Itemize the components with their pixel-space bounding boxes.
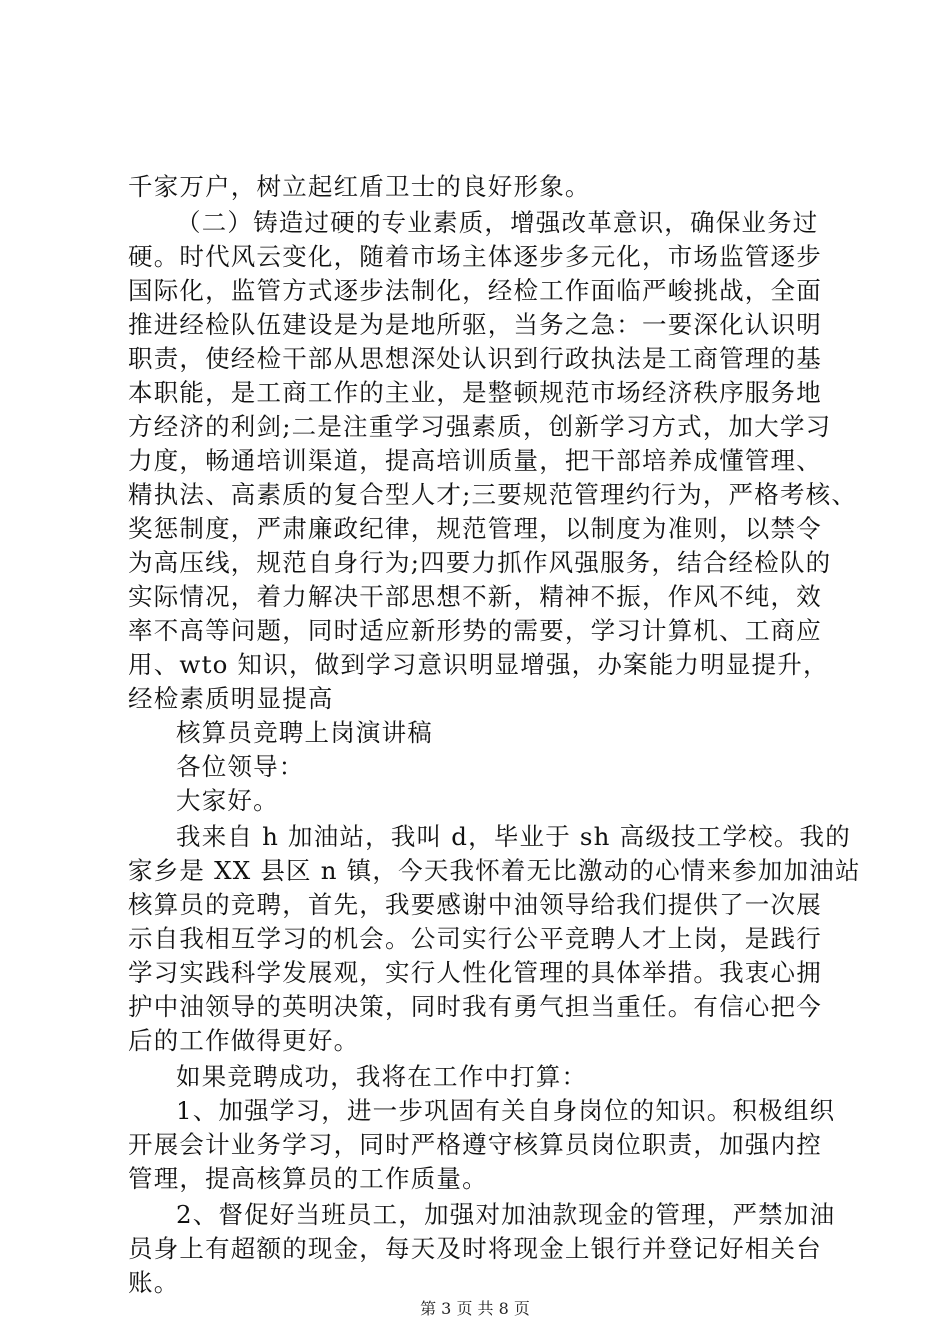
- text-line: 方经济的利剑;二是注重学习强素质，创新学习方式，加大学习: [128, 412, 832, 441]
- text-line: 推进经检队伍建设是为是地所驱，当务之急：一要深化认识明: [128, 310, 822, 339]
- text-line: 核算员的竞聘，首先，我要感谢中油领导给我们提供了一次展: [128, 890, 822, 919]
- page-number: 第 3 页 共 8 页: [420, 1299, 530, 1318]
- text-line: 护中油领导的英明决策，同时我有勇气担当重任。有信心把今: [128, 992, 822, 1021]
- text-line: 力度，畅通培训渠道，提高培训质量，把干部培养成懂管理、: [128, 446, 822, 475]
- text-line: 学习实践科学发展观，实行人性化管理的具体举措。我衷心拥: [128, 958, 822, 987]
- text-line: 千家万户，树立起红盾卫士的良好形象。: [128, 172, 591, 201]
- greeting: 大家好。: [176, 786, 279, 815]
- text-line: 如果竞聘成功，我将在工作中打算：: [176, 1062, 588, 1091]
- list-item: 1、加强学习，进一步巩固有关自身岗位的知识。积极组织: [176, 1096, 836, 1125]
- text-line: 本职能，是工商工作的主业，是整顿规范市场经济秩序服务地: [128, 378, 822, 407]
- text-line: 奖惩制度，严肃廉政纪律，规范管理，以制度为准则，以禁令: [128, 514, 822, 543]
- text-line: 经检素质明显提高: [128, 684, 334, 713]
- speech-title: 核算员竞聘上岗演讲稿: [176, 718, 433, 747]
- text-line: 精执法、高素质的复合型人才;三要规范管理约行为，严格考核、: [128, 480, 858, 509]
- text-line: 员身上有超额的现金，每天及时将现金上银行并登记好相关台: [128, 1234, 822, 1263]
- text-line: 示自我相互学习的机会。公司实行公平竞聘人才上岗，是践行: [128, 924, 822, 953]
- text-line: 家乡是 XX 县区 n 镇，今天我怀着无比激动的心情来参加加油站: [128, 856, 861, 885]
- text-line: 我来自 h 加油站，我叫 d，毕业于 sh 高级技工学校。我的: [176, 822, 851, 851]
- text-line: 国际化，监管方式逐步法制化，经检工作面临严峻挑战，全面: [128, 276, 822, 305]
- text-line: 为高压线，规范自身行为;四要力抓作风强服务，结合经检队的: [128, 548, 832, 577]
- text-line: 账。: [128, 1268, 180, 1297]
- text-line: 用、wto 知识，做到学习意识明显增强，办案能力明显提升，: [128, 650, 829, 679]
- text-line: 实际情况，着力解决干部思想不新，精神不振，作风不纯，效: [128, 582, 822, 611]
- salutation: 各位领导：: [176, 752, 305, 781]
- text-line: （二）铸造过硬的专业素质，增强改革意识，确保业务过: [176, 208, 819, 237]
- list-item: 2、督促好当班员工，加强对加油款现金的管理，严禁加油: [176, 1200, 836, 1229]
- text-line: 管理，提高核算员的工作质量。: [128, 1164, 488, 1193]
- text-line: 职责，使经检干部从思想深处认识到行政执法是工商管理的基: [128, 344, 822, 373]
- text-line: 后的工作做得更好。: [128, 1026, 360, 1055]
- text-line: 硬。时代风云变化，随着市场主体逐步多元化，市场监管逐步: [128, 242, 822, 271]
- text-line: 开展会计业务学习，同时严格遵守核算员岗位职责，加强内控: [128, 1130, 822, 1159]
- text-line: 率不高等问题，同时适应新形势的需要，学习计算机、工商应: [128, 616, 822, 645]
